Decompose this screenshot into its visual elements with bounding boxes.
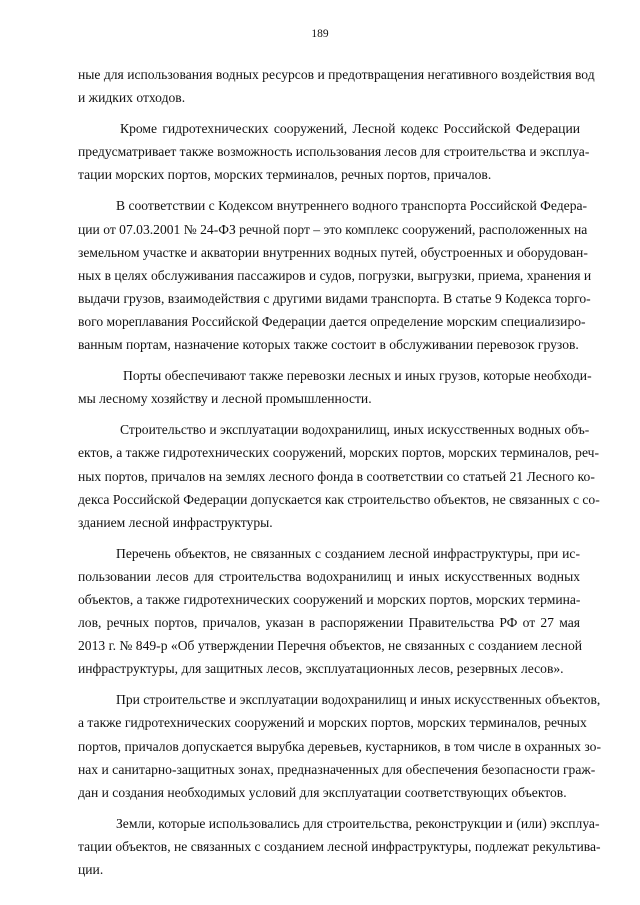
text-line: дан и создания необходимых условий для эксплуатации соответствующих объектов.: [78, 784, 567, 800]
paragraph-3: [78, 194, 592, 356]
text-line: ных портов, причалов на землях лесного фонда в соответствии со статьей 21 Лесного ко-: [78, 468, 595, 484]
text-line: вого мореплавания Российской Федерации дается определение морским специализиро-: [78, 313, 586, 329]
paragraph-8: [78, 812, 601, 881]
text-line: Кроме гидротехнических сооружений, Лесной кодекс Российской Федерации: [120, 121, 580, 137]
text-line: земельном участке и акватории внутренних водных путей, обустроенных и оборудован-: [78, 244, 588, 260]
text-line: ции от 07.03.2001 № 24-ФЗ речной порт – это комплекс сооружений, расположенных на: [78, 221, 588, 237]
text-line: ванным портам, назначение которых также состоит в обслуживании перевозок грузов.: [78, 337, 579, 353]
text-line: тации объектов, не связанных с созданием лесной инфраструктуры, подлежат рекультива-: [78, 838, 601, 854]
text-line: инфраструктуры, для защитных лесов, эксплуатационных лесов, резервных лесов».: [78, 661, 564, 677]
text-line: Строительство и эксплуатации водохранилищ, иных искусственных водных объ-: [120, 422, 590, 438]
text-line: а также гидротехнических сооружений и морских портов, морских терминалов, речных: [78, 715, 587, 731]
text-line: выдачи грузов, взаимодействия с другими видами транспорта. В статье 9 Кодекса торго-: [78, 290, 591, 306]
page-body: [78, 63, 601, 881]
text-line: зданием лесной инфраструктуры.: [78, 514, 273, 530]
text-line: нах и санитарно-защитных зонах, предназначенных для обеспечения безопасности граж-: [78, 761, 596, 777]
text-line: Земли, которые использовались для строительства, реконструкции и (или) эксплуа-: [116, 815, 600, 831]
text-line: В соответствии с Кодексом внутреннего водного транспорта Российской Федера-: [116, 198, 588, 214]
paragraph-2: [78, 117, 590, 186]
text-line: и жидких отходов.: [78, 90, 186, 106]
text-line: объектов, а также гидротехнических сооружений и морских портов, морских термина-: [78, 591, 581, 607]
text-line: ных в целях обслуживания пассажиров и судов, погрузки, выгрузки, приема, хранения и: [78, 267, 592, 283]
text-line: Перечень объектов, не связанных с созданием лесной инфраструктуры, при ис-: [116, 545, 580, 561]
text-line: При строительстве и эксплуатации водохранилищ и иных искусственных объектов,: [116, 692, 601, 708]
paragraph-6: [78, 542, 583, 681]
paragraph-5: [78, 418, 600, 533]
page-number: 189: [311, 28, 329, 40]
paragraph-7: [78, 688, 601, 803]
text-line: мы лесному хозяйству и лесной промышленности.: [78, 391, 372, 407]
text-line: Порты обеспечивают также перевозки лесных и иных грузов, которые необходи-: [123, 368, 592, 384]
text-line: портов, причалов допускается вырубка деревьев, кустарников, в том числе в охранных зо-: [78, 738, 601, 754]
text-line: ции.: [78, 862, 104, 877]
text-line: тации морских портов, морских терминалов, речных портов, причалов.: [78, 167, 492, 183]
text-line: пользовании лесов для строительства водохранилищ и иных искусственных водных: [78, 568, 580, 584]
paragraph-1: [78, 63, 595, 109]
text-line: предусматривает также возможность использования лесов для строительства и эксплуа-: [78, 144, 590, 160]
text-line: 2013 г. № 849-р «Об утверждении Перечня объектов, не связанных с созданием лесной: [78, 638, 583, 654]
text-line: лов, речных портов, причалов, указан в распоряжении Правительства РФ от 27 мая: [78, 615, 580, 631]
text-line: ные для использования водных ресурсов и предотвращения негативного воздействия вод: [78, 67, 595, 82]
text-line: декса Российской Федерации допускается как строительство объектов, не связанных с со-: [78, 491, 600, 507]
paragraph-4: [78, 364, 592, 410]
text-line: ектов, а также гидротехнических сооружений, морских портов, морских терминалов, реч-: [78, 445, 600, 461]
